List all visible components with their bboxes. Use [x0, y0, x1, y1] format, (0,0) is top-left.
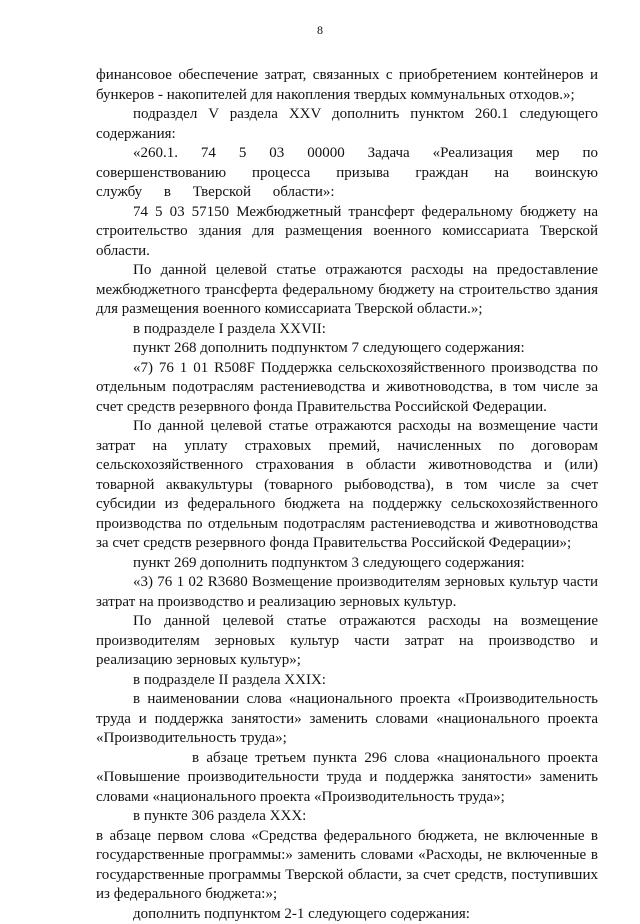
paragraph: 74 5 03 57150 Межбюджетный трансферт федеральному бюджету на строительство здания для размещения военного комиссариата Тверской области. [96, 203, 598, 262]
paragraph: в подразделе I раздела XXVII: [96, 320, 598, 340]
page-number: 8 [0, 23, 640, 37]
paragraph: пункт 268 дополнить подпунктом 7 следующего содержания: [96, 339, 598, 359]
paragraph: «260.1. 74 5 03 00000 Задача «Реализация мер по совершенствованию процесса призыва граждан на воинскую службу в Тверской области»: [96, 144, 598, 203]
paragraph: По данной целевой статье отражаются расходы на возмещение части затрат на уплату страховых премий, начисленных по договорам сельскохозяйственного страхования в области животноводства и (или) товарной аквакультуры (товарного рыбоводства), в том числе за счет субсидии из федерального бюджета на поддержку сельскохозяйственного производства по отдельным подотраслям растениеводства и животноводства за счет средств резервного фонда Правительства Российской Федерации»; [96, 417, 598, 554]
paragraph: пункт 269 дополнить подпунктом 3 следующего содержания: [96, 554, 598, 574]
paragraph: в пункте 306 раздела XXX: [96, 807, 598, 827]
paragraph: дополнить подпунктом 2-1 следующего содержания: [96, 905, 598, 924]
paragraph: «7) 76 1 01 R508F Поддержка сельскохозяйственного производства по отдельным подотраслям растениеводства и животноводства, в том числе за счет средств резервного фонда Правительства Российской Федерации. [96, 359, 598, 418]
document-body [96, 66, 598, 924]
paragraph: в абзаце третьем пункта 296 слова «национального проекта «Повышение производительности труда и поддержка занятости» заменить словами «национального проекта «Производительность труда»; [96, 749, 598, 808]
paragraph: в подразделе II раздела XXIX: [96, 671, 598, 691]
paragraph: подраздел V раздела XXV дополнить пунктом 260.1 следующего содержания: [96, 105, 598, 144]
paragraph: в абзаце первом слова «Средства федерального бюджета, не включенные в государственные программы:» заменить словами «Расходы, не включенные в государственные программы Тверской области, за счет средств, поступивших из федерального бюджета:»; [96, 827, 598, 905]
paragraph: По данной целевой статье отражаются расходы на предоставление межбюджетного трансферта федеральному бюджету на строительство здания для размещения военного комиссариата Тверской области.»; [96, 261, 598, 320]
paragraph: «3) 76 1 02 R3680 Возмещение производителям зерновых культур части затрат на производство и реализацию зерновых культур. [96, 573, 598, 612]
paragraph: По данной целевой статье отражаются расходы на возмещение производителям зерновых культур части затрат на производство и реализацию зерновых культур»; [96, 612, 598, 671]
paragraph: в наименовании слова «национального проекта «Производительность труда и поддержка занятости» заменить словами «национального проекта «Производительность труда»; [96, 690, 598, 749]
paragraph: финансовое обеспечение затрат, связанных с приобретением контейнеров и бункеров - накопителей для накопления твердых коммунальных отходов.»; [96, 66, 598, 105]
